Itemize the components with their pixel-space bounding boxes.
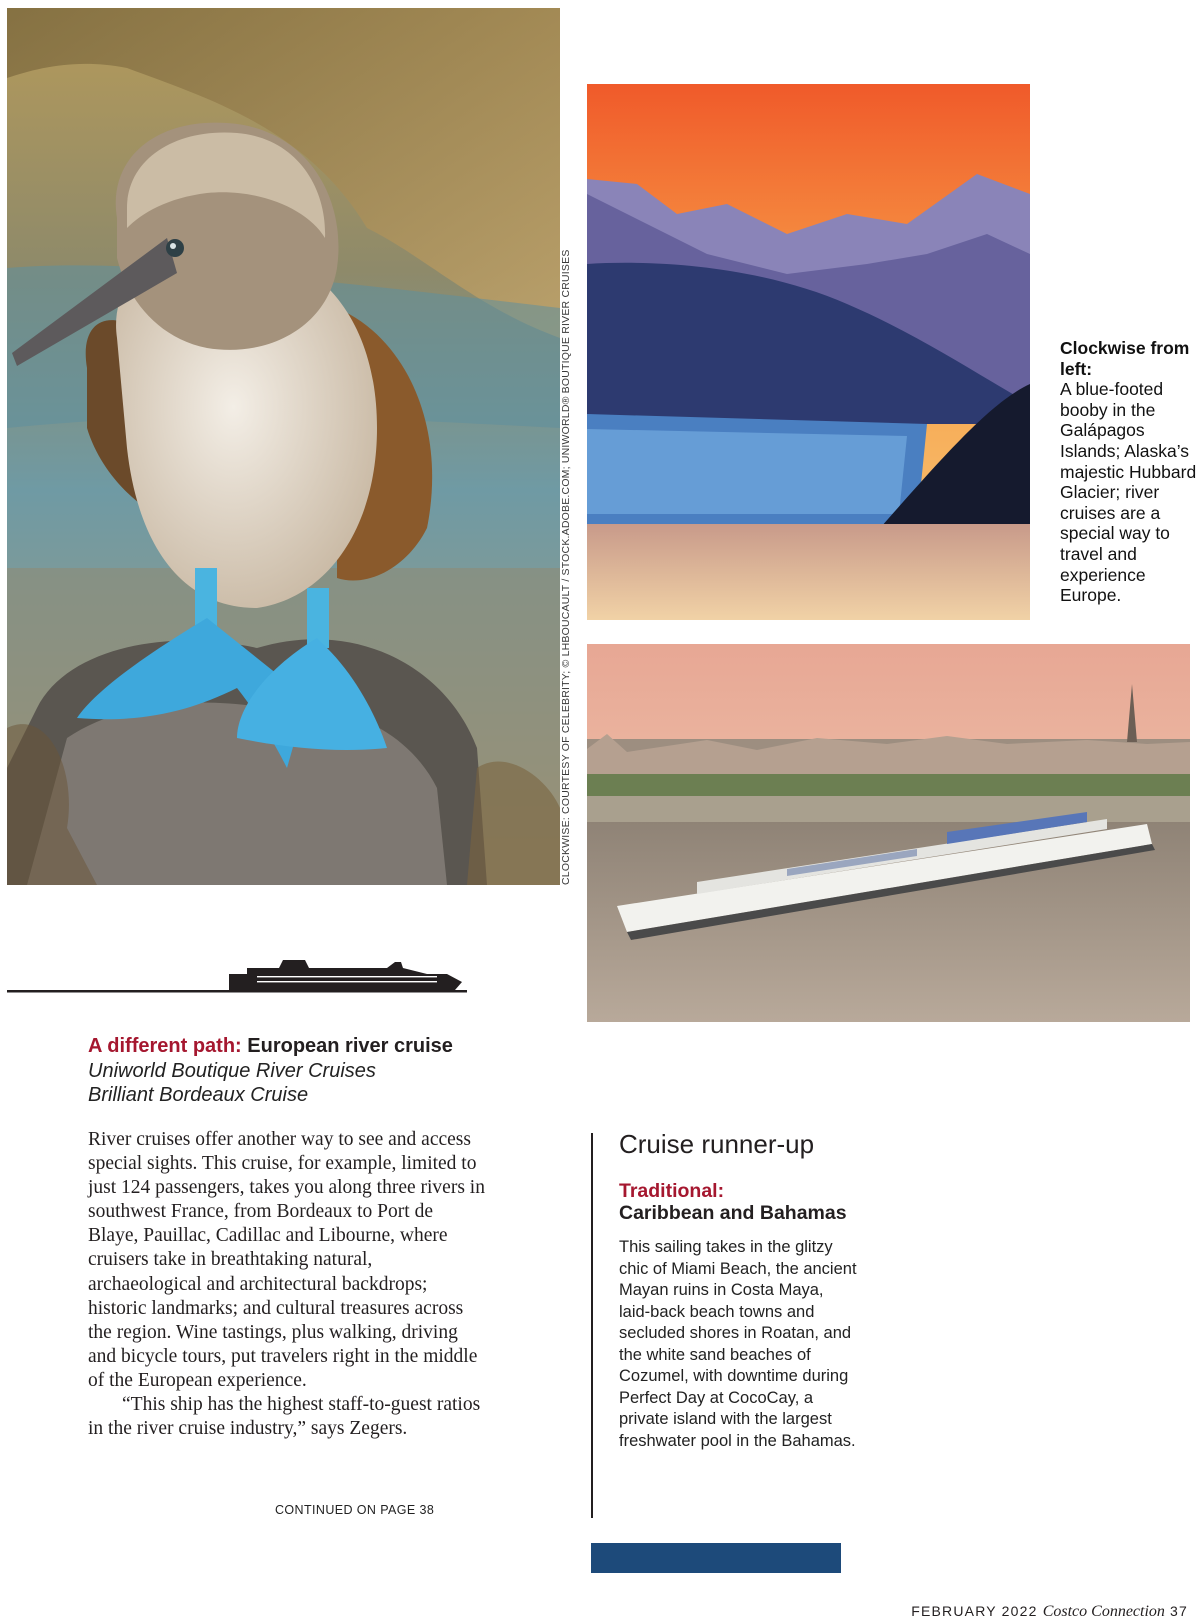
caption-text: A blue-footed booby in the Galápagos Islands; Alaska’s majestic Hubbard Glacier; river cruises are a special way to travel and experience Europe. <box>1060 379 1197 606</box>
river-cruise-photo <box>587 644 1190 1022</box>
article-header <box>88 1033 508 1107</box>
photo-credit: CLOCKWISE: COURTESY OF CELEBRITY; © LHBOUCAULT / STOCK.ADOBE.COM; UNIWORLD® BOUTIQUE RIVER CRUISES <box>560 249 572 885</box>
article-paragraph: “This ship has the highest staff-to-guest ratios in the river cruise industry,” says Zegers. <box>88 1394 481 1440</box>
cruise-ship-icon <box>7 940 467 996</box>
booby-photo <box>7 8 560 885</box>
page-folio <box>911 1603 1188 1621</box>
kicker-accent: A different path: <box>88 1035 242 1057</box>
folio-date: FEBRUARY 2022 <box>911 1603 1038 1619</box>
accent-bar <box>591 1543 841 1573</box>
article-subtitle-line1: Uniworld Boutique River Cruises <box>88 1060 376 1082</box>
sidebar-kicker: Traditional: <box>619 1180 725 1202</box>
article-kicker <box>88 1033 508 1059</box>
ship-divider <box>7 940 467 996</box>
article-subtitle-line2: Brilliant Bordeaux Cruise <box>88 1084 309 1106</box>
sidebar-body: This sailing takes in the glitzy chic of Miami Beach, the ancient Mayan ruins in Costa Maya, laid-back beach towns and secluded shores in Roatan, and the white sand beaches of Cozumel, with downtime during Perfect Day at CocoCay, a private island with the largest freshwater pool in the Bahamas. <box>619 1238 857 1450</box>
sidebar-subhead: Caribbean and Bahamas <box>619 1202 847 1224</box>
continued-on-link[interactable]: CONTINUED ON PAGE 38 <box>275 1503 435 1517</box>
photo-caption <box>1060 338 1200 606</box>
runner-up-sidebar <box>619 1128 859 1452</box>
folio-magazine: Costco Connection <box>1042 1603 1165 1620</box>
glacier-photo <box>587 84 1030 620</box>
kicker-rest: European river cruise <box>241 1035 453 1057</box>
folio-page-number: 37 <box>1170 1603 1188 1619</box>
sidebar-title: Cruise runner-up <box>619 1129 815 1159</box>
sidebar-rule <box>591 1133 593 1518</box>
article-body <box>88 1128 488 1441</box>
caption-heading: Clockwise from left: <box>1060 338 1190 379</box>
article-paragraph: River cruises offer another way to see and access special sights. This cruise, for example, limited to just 124 passengers, takes you along three rivers in southwest France, from Bordeaux to Port de Blaye, Pauillac, Cadillac and Libourne, where cruisers take in breathtaking natural, archaeological and architectural backdrops; historic landmarks; and cultural treasures across the region. Wine tastings, plus walking, driving and bicycle tours, put travelers right in the middle of the European experience. <box>88 1129 485 1391</box>
